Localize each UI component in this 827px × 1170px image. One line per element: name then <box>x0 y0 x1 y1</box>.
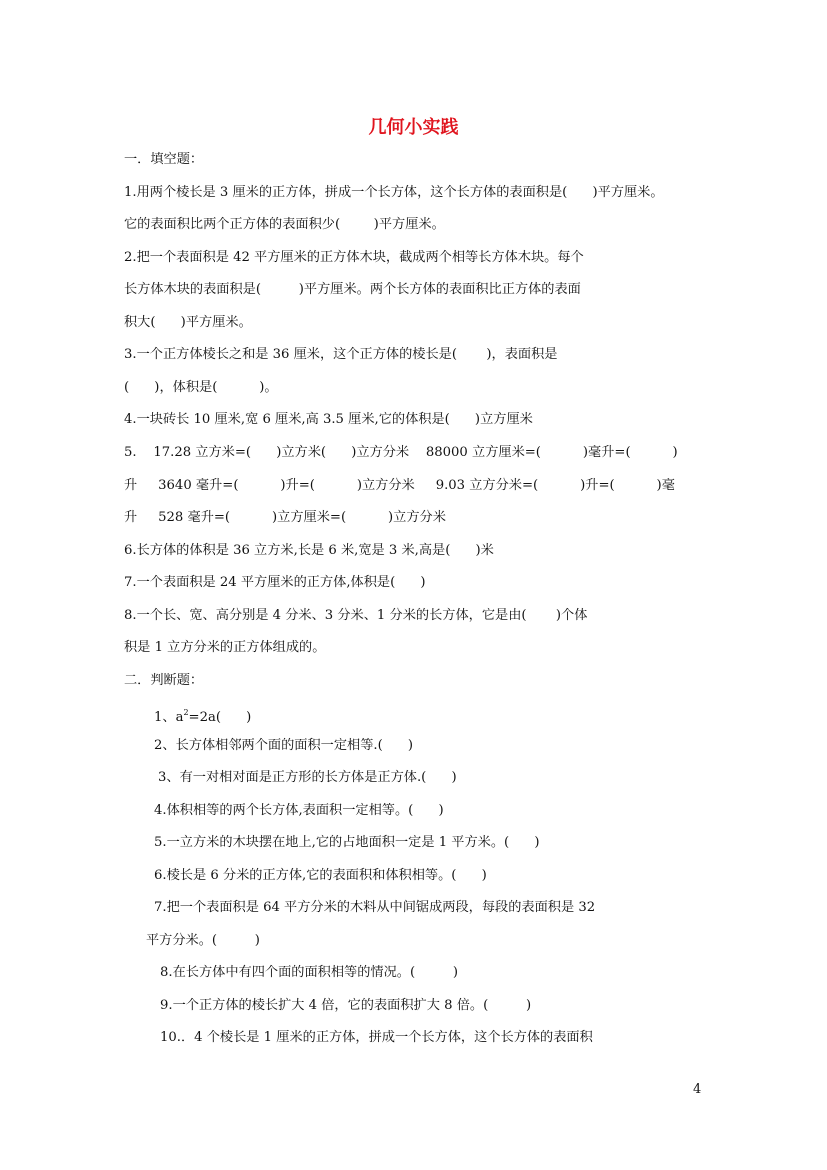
question-8-line-2: 积是 1 立方分米的正方体组成的。 <box>124 640 326 655</box>
judgment-9: 9.一个正方体的棱长扩大 4 倍，它的表面积扩大 8 倍。( ) <box>160 998 532 1013</box>
question-2-line-2: 长方体木块的表面积是( )平方厘米。两个长方体的表面积比正方体的表面 <box>124 282 581 297</box>
page-number: 4 <box>693 1082 702 1097</box>
judgment-7-line-1: 7.把一个表面积是 64 平方分米的木料从中间锯成两段，每段的表面积是 32 <box>154 900 596 915</box>
judgment-1-exponent: 2 <box>183 708 189 717</box>
judgment-2: 2、长方体相邻两个面的面积一定相等.( ) <box>154 738 414 753</box>
judgment-8: 8.在长方体中有四个面的面积相等的情况。( ) <box>160 965 458 980</box>
section-heading-true-false: 二．判断题： <box>124 673 204 688</box>
question-3-line-2: ( )，体积是( )。 <box>124 380 278 395</box>
question-4: 4.一块砖长 10 厘米,宽 6 厘米,高 3.5 厘米,它的体积是( )立方厘米 <box>124 412 533 427</box>
document-title: 几何小实践 <box>368 117 459 138</box>
question-6: 6.长方体的体积是 36 立方米,长是 6 米,宽是 3 米,高是( )米 <box>124 543 494 558</box>
question-5-line-1: 5. 17.28 立方米=( )立方米( )立方分米 88000 立方厘米=( )毫升=( ) <box>124 445 678 460</box>
judgment-1-text: 1、a <box>154 710 184 725</box>
judgment-7-line-2: 平方分米。( ) <box>146 933 260 948</box>
judgment-3: 3、有一对相对面是正方形的长方体是正方体.( ) <box>158 770 457 785</box>
judgment-6: 6.棱长是 6 分米的正方体,它的表面积和体积相等。( ) <box>154 868 487 883</box>
question-7: 7.一个表面积是 24 平方厘米的正方体,体积是( ) <box>124 575 426 590</box>
question-8-line-1: 8.一个长、宽、高分别是 4 分米、3 分米、1 分米的长方体，它是由( )个体 <box>124 608 588 623</box>
section-heading-fill-in: 一．填空题： <box>124 152 204 167</box>
judgment-10: 10.．4 个棱长是 1 厘米的正方体，拼成一个长方体，这个长方体的表面积 <box>160 1030 593 1045</box>
question-2-line-3: 积大( )平方厘米。 <box>124 315 252 330</box>
question-5-line-2: 升 3640 毫升=( )升=( )立方分米 9.03 立方分米=( )升=( )毫 <box>124 478 675 493</box>
judgment-5: 5.一立方米的木块摆在地上,它的占地面积一定是 1 平方米。( ) <box>154 835 540 850</box>
question-2-line-1: 2.把一个表面积是 42 平方厘米的正方体木块，截成两个相等长方体木块。每个 <box>124 250 584 265</box>
question-5-line-3: 升 528 毫升=( )立方厘米=( )立方分米 <box>124 510 446 525</box>
judgment-1 <box>154 704 251 727</box>
judgment-4: 4.体积相等的两个长方体,表面积一定相等。( ) <box>154 803 444 818</box>
question-1-line-2: 它的表面积比两个正方体的表面积少( )平方厘米。 <box>124 217 445 232</box>
question-1-line-1: 1.用两个棱长是 3 厘米的正方体，拼成一个长方体，这个长方体的表面积是( )平方厘米。 <box>124 185 664 200</box>
judgment-1-text-end: =2a( ) <box>188 710 252 725</box>
question-3-line-1: 3.一个正方体棱长之和是 36 厘米，这个正方体的棱长是( )，表面积是 <box>124 347 558 362</box>
